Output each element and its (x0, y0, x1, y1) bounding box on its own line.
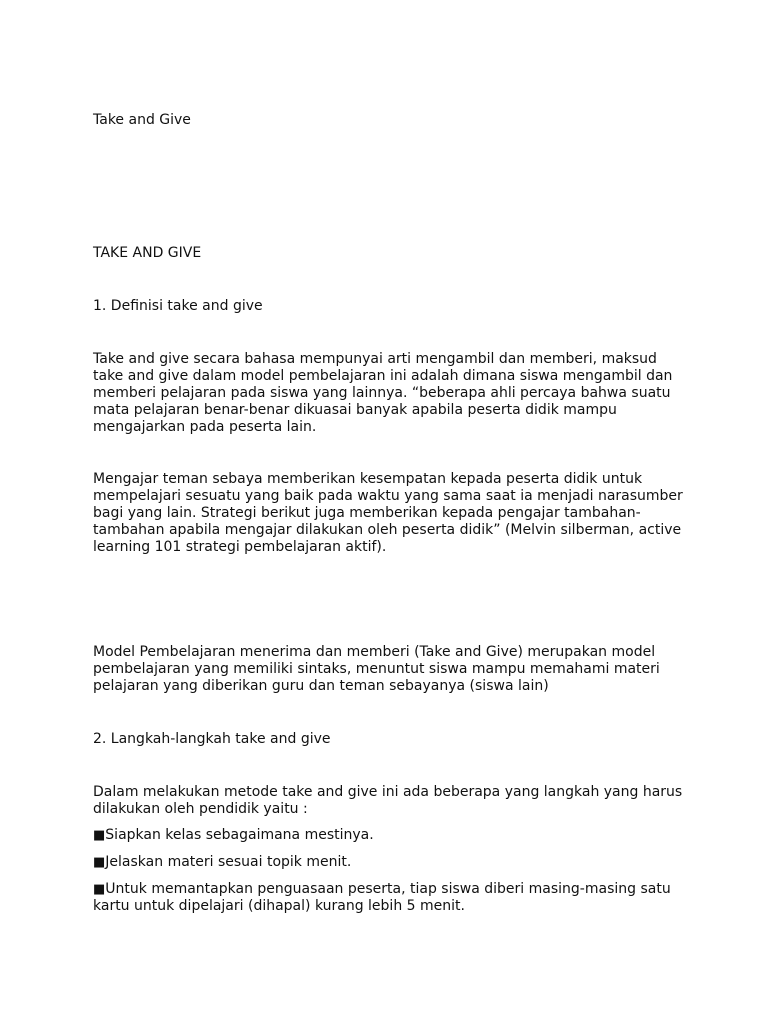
bullet-square-icon: ■ (93, 882, 106, 897)
section-2-heading: 2. Langkah-langkah take and give (93, 731, 331, 747)
step-item-text: Untuk memantapkan penguasaan peserta, tiap siswa diberi masing-masing satu kartu untuk dipelajari (dihapal) kurang lebih 5 menit. (93, 881, 671, 914)
document-title: Take and Give (93, 112, 191, 128)
document-heading: TAKE AND GIVE (93, 245, 202, 261)
bullet-square-icon: ■ (93, 855, 106, 870)
section-1-heading: 1. Definisi take and give (93, 298, 263, 314)
paragraph-steps-intro: Dalam melakukan metode take and give ini ada beberapa yang langkah yang harus dilakukan oleh pendidik yaitu : (93, 784, 683, 817)
step-item (93, 854, 683, 871)
step-item-text: Siapkan kelas sebagaimana mestinya. (105, 827, 374, 843)
paragraph-model: Model Pembelajaran menerima dan memberi (Take and Give) merupakan model pembelajaran yang memiliki sintaks, menuntut siswa mampu memahami materi pelajaran yang diberikan guru dan teman sebayanya (siswa lain) (93, 644, 660, 694)
step-item (93, 827, 683, 844)
step-item (93, 881, 683, 915)
paragraph-peer-teaching: Mengajar teman sebaya memberikan kesempatan kepada peserta didik untuk mempelajari sesuatu yang baik pada waktu yang sama saat ia menjadi narasumber bagi yang lain. Strategi berikut juga memberikan kepada pengajar tambahan-tambahan apabila mengajar dilakukan oleh peserta didik” (Melvin silberman, active learning 101 strategi pembelajaran aktif). (93, 471, 683, 555)
bullet-square-icon: ■ (93, 828, 106, 843)
paragraph-definition: Take and give secara bahasa mempunyai arti mengambil dan memberi, maksud take and give dalam model pembelajaran ini adalah dimana siswa mengambil dan memberi pelajaran pada siswa yang lainnya. “beberapa ahli percaya bahwa suatu mata pelajaran benar-benar dikuasai banyak apabila peserta didik mampu mengajarkan pada peserta lain. (93, 351, 673, 435)
step-item-text: Jelaskan materi sesuai topik menit. (105, 854, 352, 870)
